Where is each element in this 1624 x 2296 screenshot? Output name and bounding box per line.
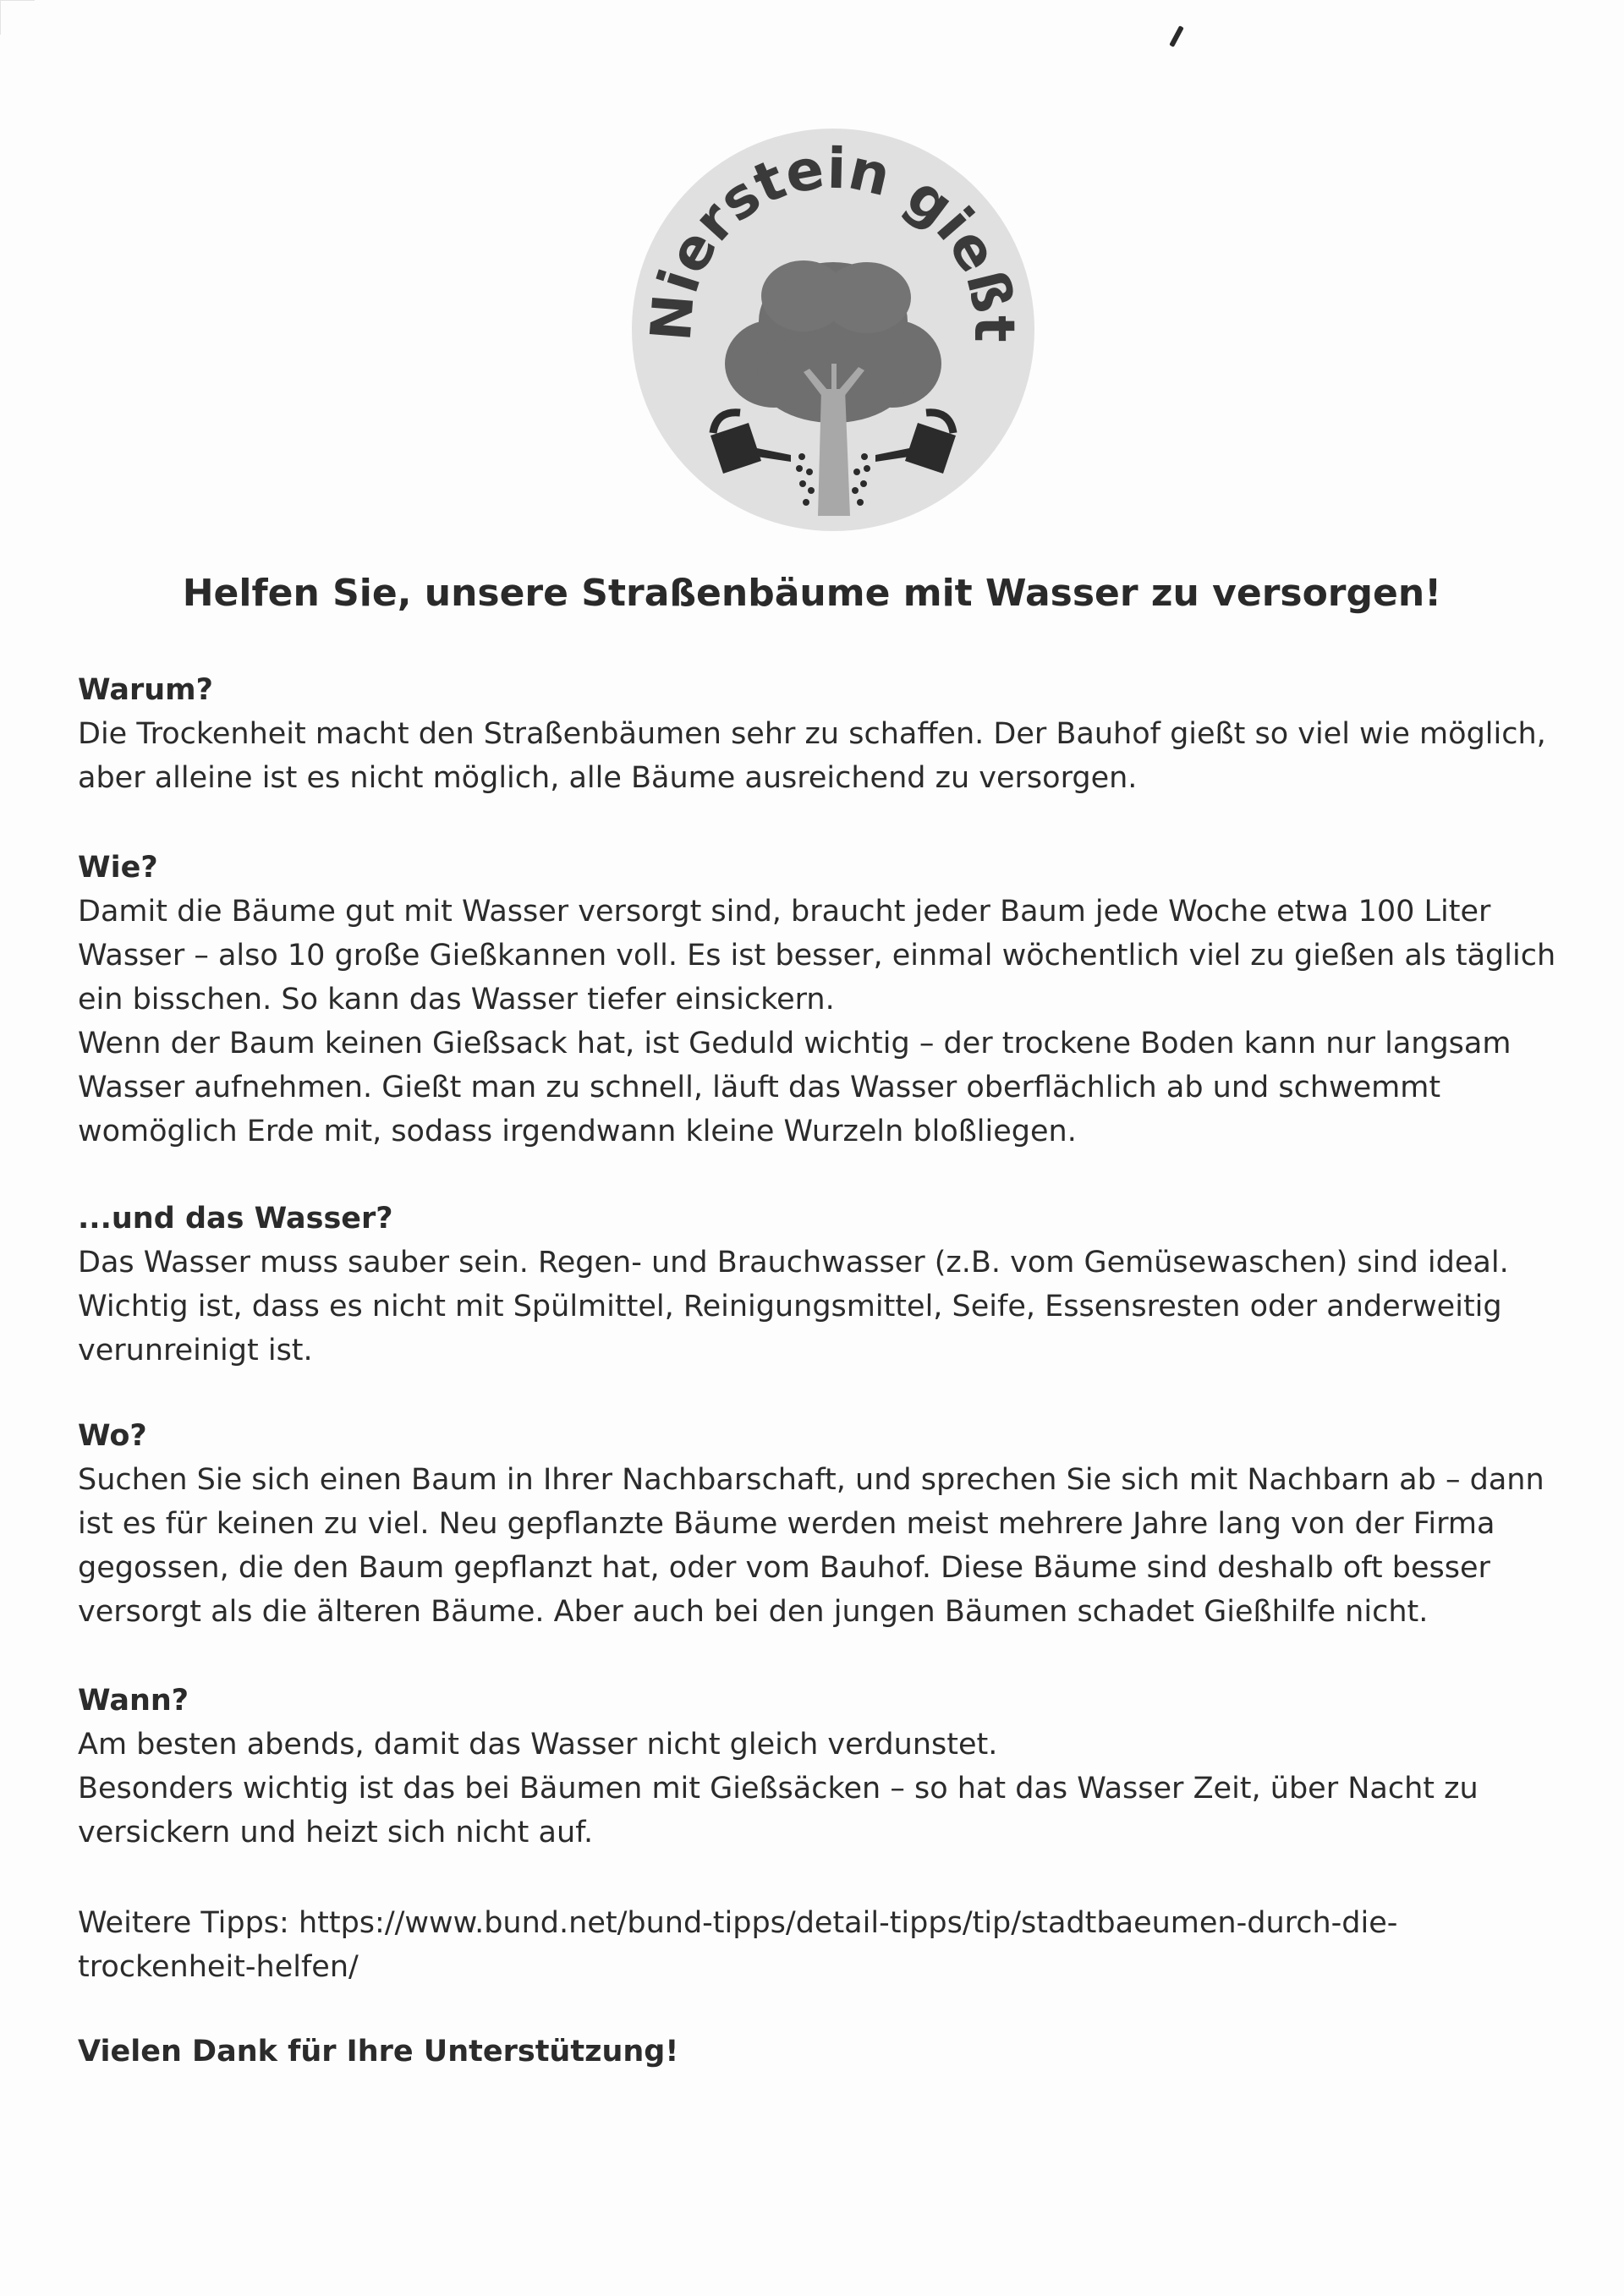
logo-lettering: Nierstein gießt [638,135,1028,343]
text-line: Das Wasser muss sauber sein. Regen- und Brauchwasser (z.B. vom Gemüsewaschen) sind ideal. [78,1246,1509,1280]
thank-you-text: Vielen Dank für Ihre Unterstützung! [78,2035,679,2069]
nierstein-giesst-logo [622,118,1045,541]
section-wasser [78,1197,1600,1373]
text-line: Wichtig ist, dass es nicht mit Spülmittel, Reinigungsmittel, Seife, Essensresten oder anderweitig [78,1290,1502,1323]
text-line: Damit die Bäume gut mit Wasser versorgt sind, braucht jeder Baum jede Woche etwa 100 Liter [78,895,1491,929]
text-line: versorgt als die älteren Bäume. Aber auch bei den jungen Bäumen schadet Gießhilfe nicht. [78,1595,1429,1629]
text-line: Weitere Tipps: https://www.bund.net/bund-tipps/detail-tipps/tip/stadtbaeumen-durch-die- [78,1906,1398,1940]
text-line: Am besten abends, damit das Wasser nicht gleich verdunstet. [78,1728,998,1762]
text-line: ein bisschen. So kann das Wasser tiefer einsickern. [78,983,835,1016]
text-line: ist es für keinen zu viel. Neu gepflanzte Bäume werden meist mehrere Jahre lang von der Firma [78,1507,1495,1541]
text-line: Wenn der Baum keinen Gießsack hat, ist Geduld wichtig – der trockene Boden kann nur langsam [78,1027,1512,1060]
text-line: womöglich Erde mit, sodass irgendwann kleine Wurzeln bloßliegen. [78,1115,1077,1148]
text-line: versickern und heizt sich nicht auf. [78,1816,594,1849]
text-line: Besonders wichtig ist das bei Bäumen mit Gießsäcken – so hat das Wasser Zeit, über Nacht zu [78,1772,1479,1806]
text-line: aber alleine ist es nicht möglich, alle Bäume ausreichend zu versorgen. [78,761,1138,795]
section-wo [78,1414,1600,1634]
text-line: Wasser – also 10 große Gießkannen voll. Es ist besser, einmal wöchentlich viel zu gießen als täglich [78,939,1556,973]
tips-link-text [78,1901,1600,1989]
scan-corner-mark [0,0,35,35]
text-line: gegossen, die den Baum gepflanzt hat, oder vom Bauhof. Diese Bäume sind deshalb oft besser [78,1551,1490,1585]
section-warum [78,668,1600,800]
page-title: Helfen Sie, unsere Straßenbäume mit Wasser zu versorgen! [182,572,1442,615]
section-wann [78,1679,1600,1855]
section-heading: Wann? [78,1684,189,1718]
section-body [78,1241,1600,1373]
section-body [78,712,1600,800]
text-line: trockenheit-helfen/ [78,1950,359,1984]
text-line: Suchen Sie sich einen Baum in Ihrer Nachbarschaft, und sprechen Sie sich mit Nachbarn ab – dann [78,1463,1544,1497]
text-line: Die Trockenheit macht den Straßenbäumen sehr zu schaffen. Der Bauhof gießt so viel wie möglich, [78,717,1546,751]
section-heading: Wie? [78,851,158,885]
text-line: verunreinigt ist. [78,1334,313,1367]
section-heading: Wo? [78,1419,147,1453]
scan-pen-mark [1169,25,1184,47]
text-line: Wasser aufnehmen. Gießt man zu schnell, läuft das Wasser oberflächlich ab und schwemmt [78,1071,1441,1104]
section-heading: ...und das Wasser? [78,1202,393,1236]
section-wie [78,846,1600,1153]
section-body [78,1458,1600,1634]
logo-graphic [622,118,1045,541]
section-body [78,890,1600,1153]
section-heading: Warum? [78,673,213,707]
section-body [78,1723,1600,1855]
section-tipps [78,1901,1600,1989]
section-dank [78,2030,1600,2074]
